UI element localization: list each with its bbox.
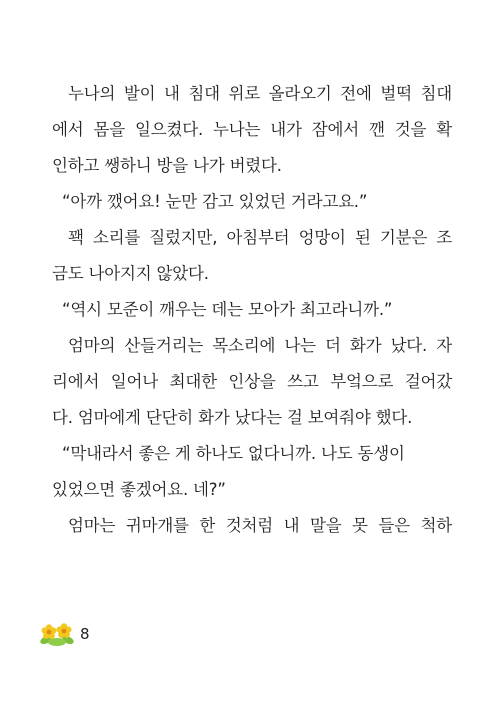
text-line: 엄마의 산들거리는 목소리에 나는 더 화가 났다. 자 <box>68 336 452 355</box>
text-line: 엄마는 귀마개를 한 것처럼 내 말을 못 들은 척하 <box>68 516 452 535</box>
text-line: “아까 깼어요! 눈만 감고 있었던 거라고요.” <box>62 192 368 211</box>
text-line: 있었으면 좋겠어요. 네?” <box>52 480 226 499</box>
text-line: “역시 모준이 깨우는 데는 모아가 최고라니까.” <box>62 300 393 319</box>
body-text <box>52 76 452 544</box>
text-line: 다. 엄마에게 단단히 화가 났다는 걸 보여줘야 했다. <box>52 408 413 427</box>
page-footer <box>40 618 90 650</box>
text-line: “막내라서 좋은 게 하나도 없다니까. 나도 동생이 <box>62 444 405 463</box>
text-line: 리에서 일어나 최대한 인상을 쓰고 부엌으로 걸어갔 <box>52 372 452 391</box>
flower-bush-icon <box>40 621 74 647</box>
text-line: 누나의 발이 내 침대 위로 올라오기 전에 벌떡 침대 <box>68 84 452 103</box>
text-line: 인하고 쌩하니 방을 나가 버렸다. <box>52 156 282 175</box>
page-number: 8 <box>80 625 90 643</box>
text-line: 꽥 소리를 질렀지만, 아침부터 엉망이 된 기분은 조 <box>68 228 452 247</box>
text-line: 에서 몸을 일으켰다. 누나는 내가 잠에서 깬 것을 확 <box>52 120 452 139</box>
text-line: 금도 나아지지 않았다. <box>52 264 209 283</box>
